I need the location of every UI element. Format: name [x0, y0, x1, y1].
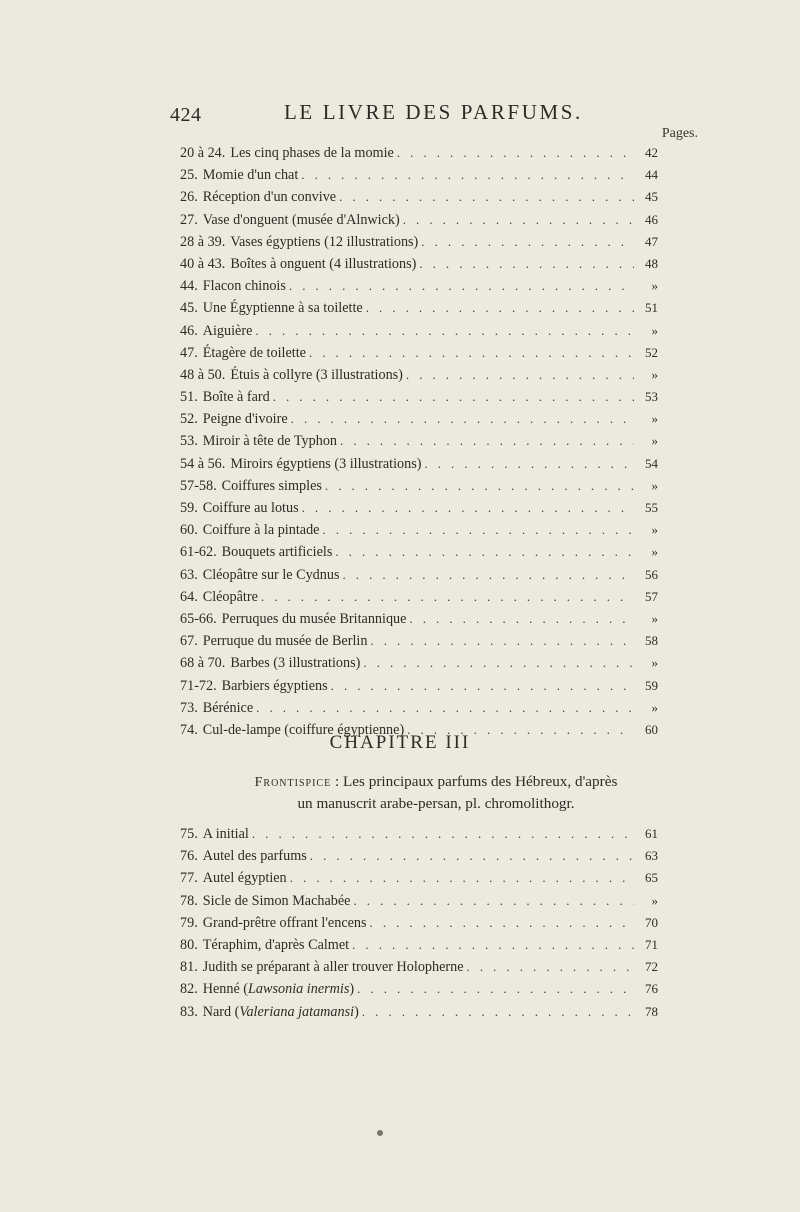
toc-entry — [180, 652, 658, 674]
figure-number: 82. — [180, 981, 198, 998]
figure-number: 25. — [180, 167, 198, 184]
frontispice-line-2: un manuscrit arabe-persan, pl. chromolithogr. — [297, 795, 575, 812]
toc-entry — [180, 497, 658, 519]
figure-number: 48 à 50. — [180, 366, 226, 383]
figure-number: 20 à 24. — [180, 145, 226, 161]
page-reference: » — [651, 544, 658, 560]
page-reference: » — [651, 699, 658, 715]
figure-caption: Aiguière — [202, 322, 253, 339]
figure-number: 26. — [180, 189, 198, 206]
figure-caption: Barbes (3 illustrations) — [230, 655, 361, 672]
toc-entry — [180, 453, 658, 475]
toc-entry — [180, 890, 658, 912]
dot-leader — [342, 564, 634, 586]
toc-entry — [180, 209, 658, 231]
dot-leader — [352, 934, 634, 956]
caption-text: Nard ( — [202, 1003, 240, 1020]
caption-text-end: ) — [354, 1003, 359, 1020]
page-reference: 60 — [645, 721, 658, 737]
dot-leader — [301, 164, 634, 186]
dot-leader — [467, 956, 634, 978]
figure-number: 47. — [180, 344, 198, 361]
toc-entry — [180, 978, 658, 1000]
caption-latin-name: Lawsonia inermis — [248, 981, 350, 998]
figure-caption: Grand-prêtre offrant l'encens — [202, 914, 367, 931]
frontispice-lead: Frontispice — [254, 775, 332, 790]
page-reference: 58 — [645, 633, 658, 649]
figure-number: 52. — [180, 411, 198, 428]
toc-entry — [180, 364, 658, 386]
figure-caption: Perruque du musée de Berlin — [202, 633, 368, 650]
figure-number: 40 à 43. — [180, 255, 226, 272]
page-reference: » — [651, 366, 658, 382]
figure-caption: Coiffures simples — [221, 477, 322, 494]
page-reference: 76 — [645, 981, 658, 997]
page-reference: 53 — [645, 389, 658, 405]
dot-leader — [339, 186, 634, 208]
figure-number: 61-62. — [180, 544, 217, 561]
figure-caption: Bérénice — [202, 699, 254, 716]
figure-caption: Peigne d'ivoire — [202, 411, 288, 428]
page-reference: » — [651, 322, 658, 338]
dot-leader — [310, 845, 634, 867]
dot-leader — [403, 209, 634, 231]
dot-leader — [261, 586, 634, 608]
figure-caption: Cléopâtre — [202, 588, 258, 605]
toc-entry — [180, 630, 658, 652]
toc-entry — [180, 275, 658, 297]
figure-number: 71-72. — [180, 677, 217, 694]
toc-entry — [180, 956, 658, 978]
dot-leader — [289, 275, 634, 297]
figure-number: 27. — [180, 211, 198, 228]
dot-leader — [322, 519, 634, 541]
dot-leader — [353, 890, 634, 912]
page-reference: 61 — [645, 826, 658, 841]
figure-caption: Réception d'un convive — [202, 189, 337, 206]
figure-number: 73. — [180, 699, 198, 716]
figure-caption: Étagère de toilette — [202, 344, 306, 361]
figure-number: 28 à 39. — [180, 233, 226, 250]
page-reference: » — [651, 477, 658, 493]
figure-caption — [198, 1001, 359, 1023]
figure-caption: Boîtes à onguent (4 illustrations) — [230, 255, 417, 272]
figure-caption: Judith se préparant à aller trouver Holopherne — [202, 959, 464, 976]
page-reference: 55 — [645, 500, 658, 515]
figure-number: 60. — [180, 522, 198, 539]
toc-entry — [180, 823, 658, 845]
toc-entry — [180, 164, 658, 186]
page-reference: » — [651, 411, 658, 427]
dot-leader — [291, 408, 634, 430]
dot-leader — [302, 497, 634, 519]
figure-caption: Perruques du musée Britannique — [221, 610, 407, 627]
figure-number: 53. — [180, 433, 198, 450]
dot-leader — [325, 475, 634, 497]
figure-number: 74. — [180, 721, 198, 738]
toc-entry — [180, 608, 658, 630]
toc-entry — [180, 408, 658, 430]
figure-caption: Vase d'onguent (musée d'Alnwick) — [202, 211, 400, 228]
toc-entry — [180, 845, 658, 867]
figure-caption: Autel des parfums — [202, 848, 307, 865]
figure-caption: Les cinq phases de la momie — [230, 145, 394, 161]
dot-leader — [362, 1001, 634, 1023]
figure-number: 46. — [180, 322, 198, 339]
figure-caption — [198, 978, 354, 1000]
figure-number: 68 à 70. — [180, 655, 226, 672]
toc-entry — [180, 186, 658, 208]
figure-caption: Coiffure à la pintade — [202, 522, 320, 539]
toc-entry — [180, 342, 658, 364]
illustration-list-part-1 — [180, 142, 658, 741]
frontispice-line-1: : Les principaux parfums des Hébreux, d'après — [331, 773, 618, 790]
figure-number: 81. — [180, 959, 198, 976]
dot-leader — [273, 386, 634, 408]
page-reference: 48 — [645, 255, 658, 271]
page-reference: 54 — [645, 455, 658, 471]
page-reference: 65 — [645, 870, 658, 886]
dot-leader — [256, 697, 634, 719]
running-title: LE LIVRE DES PARFUMS. — [284, 100, 583, 124]
page-reference: 70 — [645, 914, 658, 930]
page-reference: 45 — [645, 189, 658, 205]
dot-leader — [419, 253, 634, 275]
figure-number: 54 à 56. — [180, 455, 226, 472]
figure-number: 83. — [180, 1003, 198, 1020]
figure-caption: Cul-de-lampe (coiffure égyptienne) — [202, 721, 405, 738]
toc-entry — [180, 142, 658, 164]
figure-caption: Téraphim, d'après Calmet — [202, 936, 350, 953]
page-reference: 78 — [645, 1003, 658, 1019]
toc-entry — [180, 386, 658, 408]
figure-caption: A initial — [202, 826, 249, 842]
pages-column-label: Pages. — [661, 126, 698, 141]
dot-leader — [357, 978, 634, 1000]
toc-entry — [180, 320, 658, 342]
figure-number: 64. — [180, 588, 198, 605]
page-reference: 59 — [645, 677, 658, 693]
figure-caption: Sicle de Simon Machabée — [202, 892, 351, 909]
page-reference: 47 — [645, 233, 658, 249]
toc-entry — [180, 541, 658, 563]
page-reference: 63 — [645, 848, 658, 864]
toc-entry — [180, 253, 658, 275]
dot-leader — [370, 912, 634, 934]
figure-number: 45. — [180, 300, 198, 317]
dot-leader — [366, 297, 634, 319]
page-reference: 71 — [645, 936, 658, 952]
toc-entry — [180, 1001, 658, 1023]
figure-caption: Vases égyptiens (12 illustrations) — [230, 233, 419, 250]
dot-leader — [331, 675, 634, 697]
figure-caption: Miroir à tête de Typhon — [202, 433, 338, 450]
figure-caption: Coiffure au lotus — [202, 500, 299, 516]
figure-number: 80. — [180, 936, 198, 953]
dot-leader — [370, 630, 634, 652]
page-reference: 72 — [645, 959, 658, 975]
caption-latin-name: Valeriana jatamansi — [239, 1003, 355, 1020]
toc-entry — [180, 586, 658, 608]
figure-number: 79. — [180, 914, 198, 931]
figure-number: 51. — [180, 389, 198, 406]
figure-number: 65-66. — [180, 610, 217, 627]
toc-entry — [180, 564, 658, 586]
toc-entry — [180, 697, 658, 719]
page-reference: 52 — [645, 344, 658, 360]
page-reference: 44 — [645, 167, 658, 183]
caption-text: Henné ( — [202, 981, 249, 998]
figure-number: 78. — [180, 892, 198, 909]
figure-caption: Cléopâtre sur le Cydnus — [202, 566, 340, 583]
dot-leader — [252, 823, 634, 845]
page-number: 424 — [170, 104, 202, 126]
figure-caption: Étuis à collyre (3 illustrations) — [230, 366, 403, 383]
dot-leader — [406, 364, 634, 386]
page-header — [170, 100, 690, 130]
page-reference: » — [651, 278, 658, 294]
dot-leader — [340, 430, 634, 452]
figure-caption: Boîte à fard — [202, 389, 270, 406]
toc-entry — [180, 475, 658, 497]
page-reference: 42 — [645, 145, 658, 160]
page-reference: » — [651, 433, 658, 449]
figure-number: 67. — [180, 633, 198, 650]
toc-entry — [180, 912, 658, 934]
dot-leader — [335, 541, 634, 563]
toc-entry — [180, 867, 658, 889]
figure-number: 44. — [180, 278, 198, 295]
figure-number: 77. — [180, 870, 198, 887]
figure-number: 59. — [180, 500, 198, 516]
dot-leader — [424, 453, 634, 475]
figure-number: 76. — [180, 848, 198, 865]
figure-caption: Bouquets artificiels — [221, 544, 333, 561]
figure-number: 75. — [180, 826, 198, 842]
figure-caption: Flacon chinois — [202, 278, 286, 295]
toc-entry — [180, 430, 658, 452]
frontispice-note — [196, 771, 676, 814]
page-reference: » — [651, 892, 658, 908]
page-reference: » — [651, 610, 658, 626]
page-reference: » — [651, 655, 658, 671]
page-reference: 56 — [645, 566, 658, 582]
dot-leader — [255, 320, 634, 342]
figure-caption: Barbiers égyptiens — [221, 677, 328, 694]
figure-caption: Miroirs égyptiens (3 illustrations) — [230, 455, 422, 472]
figure-number: 57-58. — [180, 477, 217, 494]
illustration-list-part-2 — [180, 823, 658, 1023]
page-reference: » — [651, 522, 658, 538]
figure-caption: Autel égyptien — [202, 870, 287, 887]
toc-entry — [180, 519, 658, 541]
dot-leader — [397, 142, 634, 164]
bullet-ornament — [377, 1130, 383, 1136]
page-reference: 46 — [645, 211, 658, 227]
toc-entry — [180, 297, 658, 319]
page-reference: 57 — [645, 588, 658, 604]
caption-text-end: ) — [349, 981, 355, 998]
dot-leader — [309, 342, 634, 364]
figure-number: 63. — [180, 566, 198, 583]
dot-leader — [409, 608, 634, 630]
dot-leader — [290, 867, 634, 889]
page-reference: 51 — [645, 300, 658, 316]
toc-entry — [180, 675, 658, 697]
figure-caption: Une Égyptienne à sa toilette — [202, 300, 363, 317]
toc-entry — [180, 934, 658, 956]
dot-leader — [363, 652, 634, 674]
dot-leader — [421, 231, 634, 253]
chapter-title: CHAPITRE III — [329, 732, 471, 753]
figure-caption: Momie d'un chat — [202, 167, 299, 184]
toc-entry — [180, 231, 658, 253]
